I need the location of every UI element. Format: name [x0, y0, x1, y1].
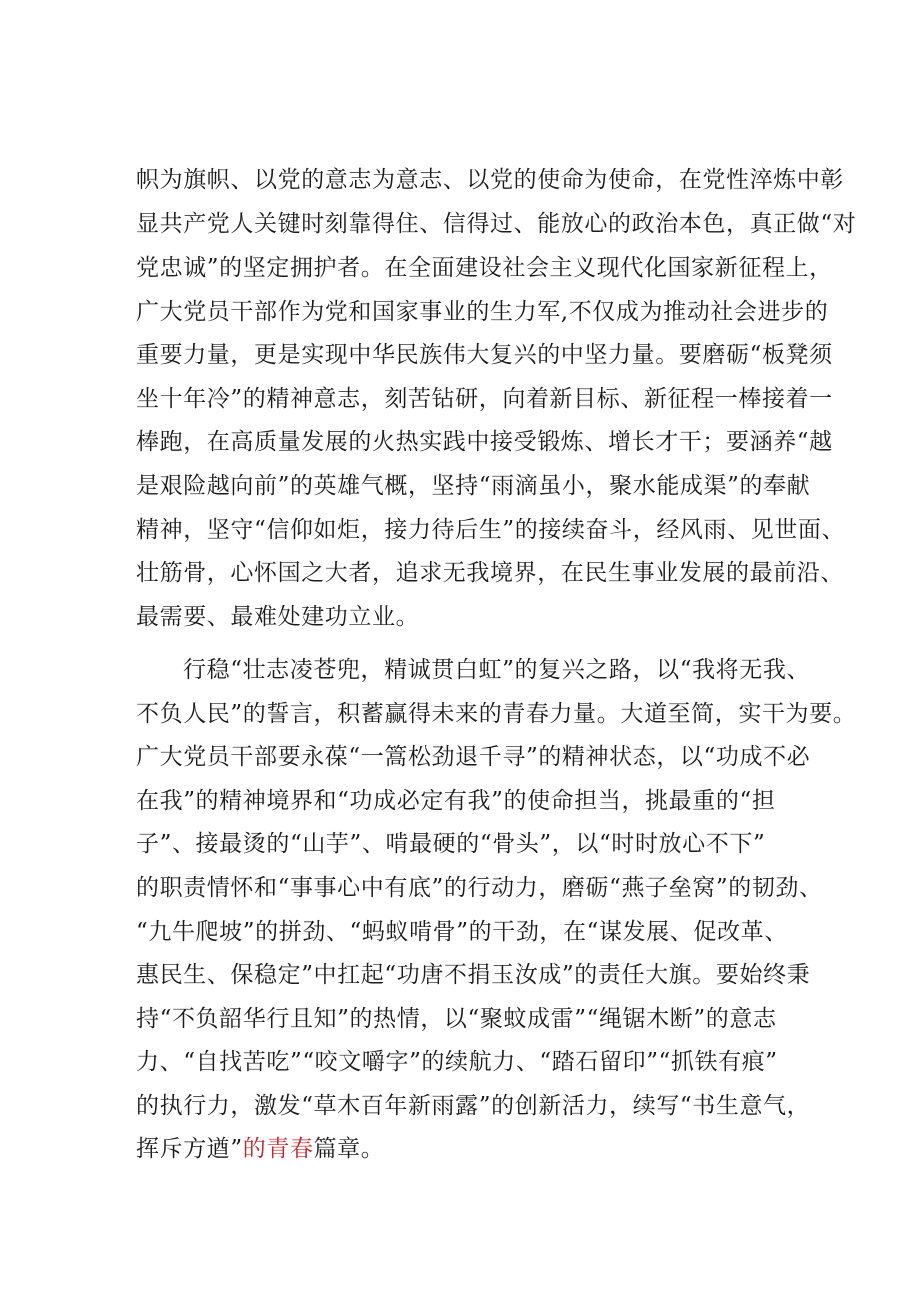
text-line: 惠民生、保稳定”中扛起“功唐不捐玉汝成”的责任大旗。要始终秉 — [136, 962, 811, 988]
text-segment: 篇章。 — [313, 1136, 385, 1162]
text-line: 广大党员干部要永葆“一篙松劲退千寻”的精神状态，以“功成不必 — [136, 744, 811, 770]
text-line: 显共产党人关键时刻靠得住、信得过、能放心的政治本色，真正做“对 — [136, 211, 857, 237]
text-line: “九牛爬坡”的拼劲、“蚂蚁啃骨”的干劲，在“谋发展、促改革、 — [136, 919, 788, 945]
text-line: 在我”的精神境界和“功成必定有我”的使命担当，挑最重的“担 — [136, 788, 776, 814]
text-line: 最需要、最难处建功立业。 — [136, 604, 420, 630]
text-line: 是艰险越向前”的英雄气概，坚持“雨滴虽小，聚水能成渠”的奉献 — [136, 473, 811, 499]
text-line: 力、“自找苦吃”“咬文嚼字”的续航力、“踏石留印”“抓铁有痕” — [136, 1049, 778, 1075]
text-line: 广大党员干部作为党和国家事业的生力军,不仅成为推动社会进步的 — [136, 299, 829, 325]
text-segment: 挥斥方遒” — [136, 1136, 243, 1162]
text-line: 持“不负韶华行且知”的热情，以“聚蚊成雷”“绳锯木断”的意志 — [136, 1006, 777, 1032]
text-line: 重要力量，更是实现中华民族伟大复兴的中坚力量。要磨砺“板凳须 — [136, 342, 833, 368]
text-line: 帜为旗帜、以党的意志为意志、以党的使命为使命，在党性淬炼中彰 — [136, 167, 844, 193]
text-line: 精神，坚守“信仰如炬，接力待后生”的接续奋斗，经风雨、见世面、 — [136, 517, 846, 543]
text-line: 壮筋骨，心怀国之大者，追求无我境界，在民生事业发展的最前沿、 — [136, 560, 844, 586]
highlighted-text: 的青春 — [242, 1136, 314, 1162]
text-line: 棒跑，在高质量发展的火热实践中接受锻炼、增长才干；要涵养“越 — [136, 429, 833, 455]
text-line: 党忠诚”的坚定拥护者。在全面建设社会主义现代化国家新征程上， — [136, 255, 833, 281]
text-line: 子”、接最烫的“山芋”、啃最硬的“骨头”，以“时时放心不下” — [136, 831, 766, 857]
text-line: 的职责情怀和“事事心中有底”的行动力，磨砺“燕子垒窝”的韧劲、 — [136, 875, 823, 901]
text-line-indented: 行稳“壮志凌苍兜，精诚贯白虹”的复兴之路，以“我将无我、 — [183, 657, 811, 683]
text-line: 的执行力，激发“草木百年新雨露”的创新活力，续写“书生意气， — [136, 1093, 811, 1119]
text-line: 不负人民”的誓言，积蓄赢得未来的青春力量。大道至简，实干为要。 — [136, 701, 857, 727]
text-line: 坐十年冷”的精神意志，刻苦钻研，向着新目标、新征程一棒接着一 — [136, 386, 833, 412]
text-line-last — [136, 1134, 384, 1164]
